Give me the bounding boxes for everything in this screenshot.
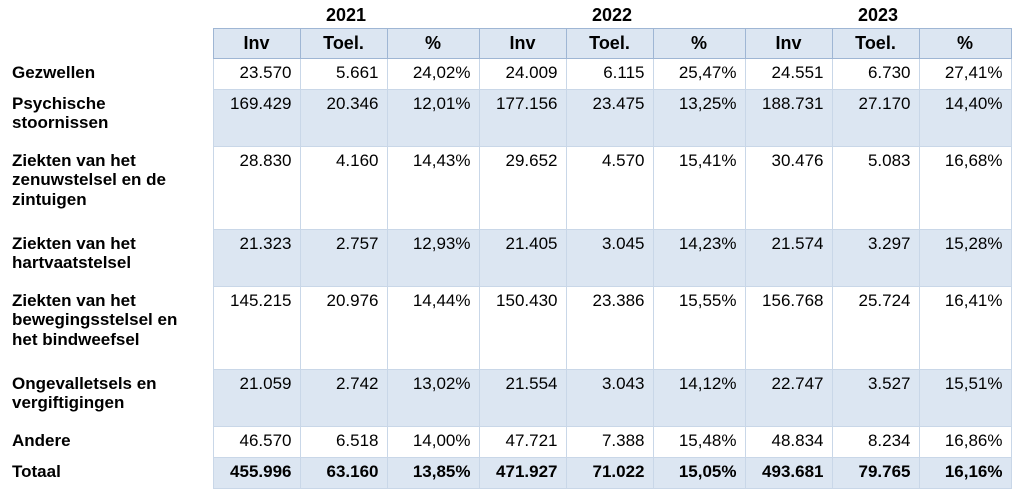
column-header-toel-2021: Toel. (300, 29, 387, 59)
cell-value: 23.570 (213, 59, 300, 90)
column-header-pct-2022: % (653, 29, 745, 59)
cell-value: 15,48% (653, 427, 745, 458)
cell-value: 22.747 (745, 370, 832, 427)
column-header-inv-2022: Inv (479, 29, 566, 59)
column-header-pct-2021: % (387, 29, 479, 59)
cell-value: 20.976 (300, 287, 387, 370)
table-row (8, 147, 1011, 230)
cell-value: 30.476 (745, 147, 832, 230)
cell-value: 12,93% (387, 230, 479, 287)
cell-value: 24,02% (387, 59, 479, 90)
cell-value: 21.405 (479, 230, 566, 287)
cell-value: 15,05% (653, 458, 745, 489)
cell-value: 177.156 (479, 90, 566, 147)
cell-value: 13,02% (387, 370, 479, 427)
row-label: Ziekten van het bewegingsstelsel en het bindweefsel (8, 287, 213, 370)
cell-value: 455.996 (213, 458, 300, 489)
cell-value: 23.475 (566, 90, 653, 147)
cell-value: 24.551 (745, 59, 832, 90)
year-header-2021: 2021 (213, 2, 479, 29)
cell-value: 21.574 (745, 230, 832, 287)
cell-value: 47.721 (479, 427, 566, 458)
cell-value: 13,25% (653, 90, 745, 147)
column-header-inv-2021: Inv (213, 29, 300, 59)
year-header-2022: 2022 (479, 2, 745, 29)
cell-value: 63.160 (300, 458, 387, 489)
statistics-table (8, 2, 1012, 489)
column-header-toel-2023: Toel. (832, 29, 919, 59)
cell-value: 16,16% (919, 458, 1011, 489)
column-header-inv-2023: Inv (745, 29, 832, 59)
column-header-corner (8, 29, 213, 59)
cell-value: 20.346 (300, 90, 387, 147)
cell-value: 6.115 (566, 59, 653, 90)
cell-value: 25,47% (653, 59, 745, 90)
year-row-corner (8, 2, 213, 29)
cell-value: 145.215 (213, 287, 300, 370)
cell-value: 15,28% (919, 230, 1011, 287)
cell-value: 12,01% (387, 90, 479, 147)
cell-value: 21.059 (213, 370, 300, 427)
column-header-row (8, 29, 1011, 59)
row-label: Andere (8, 427, 213, 458)
cell-value: 15,41% (653, 147, 745, 230)
cell-value: 16,86% (919, 427, 1011, 458)
cell-value: 14,00% (387, 427, 479, 458)
table-row (8, 370, 1011, 427)
cell-value: 15,55% (653, 287, 745, 370)
table-row (8, 287, 1011, 370)
cell-value: 14,44% (387, 287, 479, 370)
cell-value: 27.170 (832, 90, 919, 147)
table-row (8, 59, 1011, 90)
cell-value: 188.731 (745, 90, 832, 147)
cell-value: 15,51% (919, 370, 1011, 427)
cell-value: 5.083 (832, 147, 919, 230)
row-label: Gezwellen (8, 59, 213, 90)
cell-value: 14,12% (653, 370, 745, 427)
cell-value: 21.554 (479, 370, 566, 427)
cell-value: 4.570 (566, 147, 653, 230)
row-label: Ziekten van het zenuwstelsel en de zintuigen (8, 147, 213, 230)
cell-value: 14,43% (387, 147, 479, 230)
cell-value: 16,41% (919, 287, 1011, 370)
cell-value: 8.234 (832, 427, 919, 458)
cell-value: 2.742 (300, 370, 387, 427)
table-row (8, 90, 1011, 147)
cell-value: 156.768 (745, 287, 832, 370)
cell-value: 471.927 (479, 458, 566, 489)
cell-value: 23.386 (566, 287, 653, 370)
row-label: Psychische stoornissen (8, 90, 213, 147)
cell-value: 169.429 (213, 90, 300, 147)
cell-value: 3.043 (566, 370, 653, 427)
cell-value: 6.518 (300, 427, 387, 458)
cell-value: 493.681 (745, 458, 832, 489)
cell-value: 3.527 (832, 370, 919, 427)
cell-value: 25.724 (832, 287, 919, 370)
cell-value: 14,40% (919, 90, 1011, 147)
column-header-pct-2023: % (919, 29, 1011, 59)
cell-value: 6.730 (832, 59, 919, 90)
cell-value: 5.661 (300, 59, 387, 90)
row-label: Ziekten van het hartvaatstelsel (8, 230, 213, 287)
cell-value: 2.757 (300, 230, 387, 287)
cell-value: 7.388 (566, 427, 653, 458)
cell-value: 13,85% (387, 458, 479, 489)
cell-value: 79.765 (832, 458, 919, 489)
row-label: Totaal (8, 458, 213, 489)
cell-value: 21.323 (213, 230, 300, 287)
cell-value: 71.022 (566, 458, 653, 489)
cell-value: 14,23% (653, 230, 745, 287)
table-row (8, 230, 1011, 287)
cell-value: 4.160 (300, 147, 387, 230)
table-total-row (8, 458, 1011, 489)
cell-value: 28.830 (213, 147, 300, 230)
cell-value: 29.652 (479, 147, 566, 230)
cell-value: 150.430 (479, 287, 566, 370)
table-sheet (0, 2, 1018, 484)
cell-value: 27,41% (919, 59, 1011, 90)
cell-value: 24.009 (479, 59, 566, 90)
year-header-2023: 2023 (745, 2, 1011, 29)
year-header-row (8, 2, 1011, 29)
cell-value: 3.297 (832, 230, 919, 287)
table-row (8, 427, 1011, 458)
cell-value: 46.570 (213, 427, 300, 458)
column-header-toel-2022: Toel. (566, 29, 653, 59)
cell-value: 3.045 (566, 230, 653, 287)
row-label: Ongevalletsels en vergiftigingen (8, 370, 213, 427)
cell-value: 16,68% (919, 147, 1011, 230)
cell-value: 48.834 (745, 427, 832, 458)
